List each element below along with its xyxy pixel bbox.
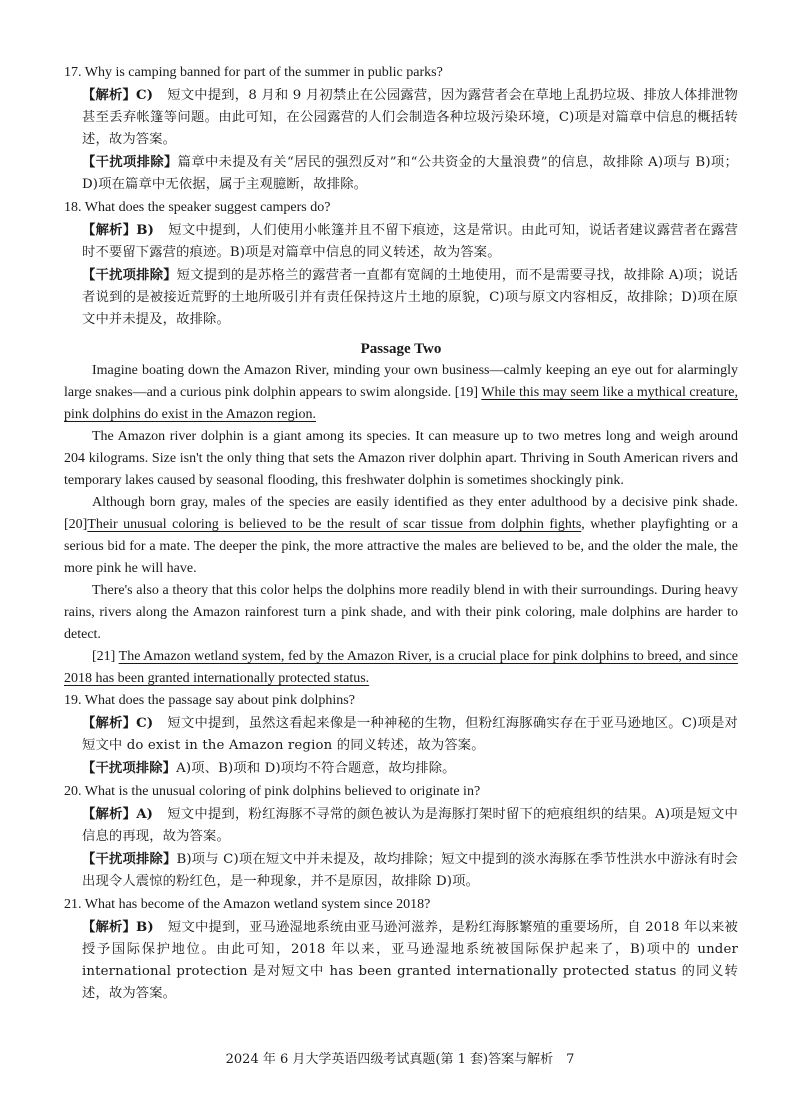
analysis-text: 短文中提到，粉红海豚不寻常的颜色被认为是海豚打架时留下的疤痕组织的结果。A)项是短文中信息的再现，故为答案。 [82,807,738,844]
passage-paragraph-2: The Amazon river dolphin is a giant among its species. It can measure up to two metres long and weigh around 204 kilograms. Size isn't the only thing that sets the Amazon river dolphin apart. Thriving in South American rivers and temporary lakes caused by seasonal flooding, this freshwater dolphin is sometimes shockingly pink. [64,429,738,488]
distractor-label: 【干扰项排除】 [82,852,177,867]
distractor-text: 短文提到的是苏格兰的露营者一直都有宽阔的土地使用，而不是需要寻找，故排除 A)项；说话者说到的是被接近荒野的土地所吸引并有责任保持这片土地的原貌，C)项与原文内容相反，故排除；D)项在原文中并未提及，故排除。 [82,268,738,327]
question-19: 19. What does the passage say about pink dolphins? [64,693,355,708]
analysis-21 [82,917,738,1005]
analysis-18 [82,220,738,264]
distractor-20 [82,849,738,893]
passage-paragraph-5 [64,646,738,690]
distractor-18 [82,265,738,331]
analysis-label: 【解析】 [82,920,137,935]
analysis-label: 【解析】 [82,807,137,822]
answer-letter: B) [136,223,155,238]
answer-letter: A) [136,807,154,822]
passage-paragraph-3 [64,492,738,580]
answer-letter: C) [136,716,154,731]
distractor-17 [82,152,738,196]
passage-title: Passage Two [360,341,442,357]
underlined-sentence-19: While this may seem like a mythical creature, pink dolphins do exist in the Amazon region. [64,385,738,422]
analysis-17 [82,85,738,151]
passage-text: Although born gray, males of the species are easily identified as they enter adulthood by a decisive pink shade. [92,495,738,510]
passage-paragraph-4: There's also a theory that this color helps the dolphins more readily blend in with their surroundings. During heavy rains, rivers along the Amazon rainforest turn a pink shade, and with their pink coloring, male dolphins are harder to detect. [64,583,738,642]
passage-text-rest: , whether playfighting or a serious bid for a mate. The deeper the pink, the more attractive the males are believed to be, and the older the male, the more pink he will have. [64,517,738,576]
distractor-text: A)项、B)项和 D)项均不符合题意，故均排除。 [176,761,456,776]
analysis-label: 【解析】 [82,223,137,238]
analysis-text: 短文中提到，8 月和 9 月初禁止在公园露营，因为露营者会在草地上乱扔垃圾、排放人体排泄物甚至丢弃帐篷等问题。由此可知，在公园露营的人们会制造各种垃圾污染环境，C)项是对篇章中信息的概括转述，故为答案。 [82,88,738,147]
distractor-19 [82,758,738,780]
underlined-sentence-21: The Amazon wetland system, fed by the Amazon River, is a crucial place for pink dolphins to breed, and since 2018 has been granted internationally protected status. [64,649,739,686]
question-marker-21: [21] [92,649,116,664]
question-17: 17. Why is camping banned for part of the summer in public parks? [64,65,443,80]
question-21: 21. What has become of the Amazon wetland system since 2018? [64,897,431,912]
passage-paragraph-1 [64,360,738,426]
distractor-label: 【干扰项排除】 [82,761,177,776]
page-footer: 2024 年 6 月大学英语四级考试真题(第 1 套)答案与解析 7 [225,1052,575,1067]
analysis-text: 短文中提到，人们使用小帐篷并且不留下痕迹，这是常识。由此可知，说话者建议露营者在露营时不要留下露营的痕迹。B)项是对篇章中信息的同义转述，故为答案。 [82,223,738,260]
analysis-label: 【解析】 [82,716,137,731]
analysis-20 [82,804,738,848]
underlined-sentence-20: Their unusual coloring is believed to be the result of scar tissue from dolphin fights [87,517,582,532]
question-18: 18. What does the speaker suggest campers do? [64,200,331,215]
distractor-text: 篇章中未提及有关“居民的强烈反对”和“公共资金的大量浪费”的信息，故排除 A)项与 B)项；D)项在篇章中无依据，属于主观臆断，故排除。 [82,155,738,192]
question-20: 20. What is the unusual coloring of pink dolphins believed to originate in? [64,784,481,799]
analysis-19 [82,713,738,757]
analysis-text: 短文中提到，虽然这看起来像是一种神秘的生物，但粉红海豚确实存在于亚马逊地区。C)项是对短文中 do exist in the Amazon region 的同义转述，故为答案。 [82,716,738,753]
answer-letter: C) [136,88,154,103]
distractor-label: 【干扰项排除】 [82,155,178,170]
analysis-label: 【解析】 [82,88,137,103]
passage-text: Imagine boating down the Amazon River, minding your own business—calmly keeping an eye out for alarmingly large snakes—and a curious pink dolphin appears to swim alongside. [64,363,738,400]
question-marker-20: [20] [64,517,88,532]
analysis-text: 短文中提到，亚马逊湿地系统由亚马逊河滋养，是粉红海豚繁殖的重要场所，自 2018 年以来被授予国际保护地位。由此可知，2018 年以来，亚马逊湿地系统被国际保护起来了，B)项中的 under international protection 是对短文中 has been granted internationally protected status 的同义转述，故为答案。 [82,920,738,1001]
answer-letter: B) [136,920,154,935]
distractor-label: 【干扰项排除】 [82,268,177,283]
question-marker-19: [19] [454,385,479,400]
distractor-text: B)项与 C)项在短文中并未提及，故均排除；短文中提到的淡水海豚在季节性洪水中游泳有时会出现令人震惊的粉红色，是一种现象，并不是原因，故排除 D)项。 [82,852,738,889]
